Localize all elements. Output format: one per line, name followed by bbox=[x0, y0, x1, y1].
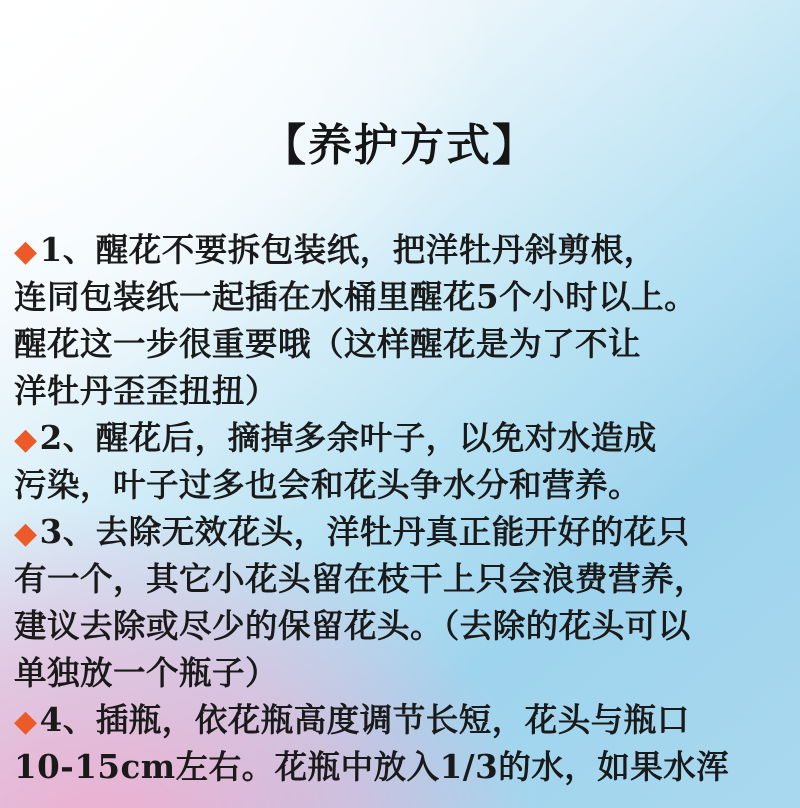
diamond-bullet-icon: ◆ bbox=[14, 704, 38, 739]
item-4-line-2: 10-15cm左右。花瓶中放入1/3的水，如果水浑 bbox=[14, 747, 730, 786]
item-2-line-1: 2、醒花后，摘掉多余叶子，以免对水造成 bbox=[39, 418, 657, 457]
item-3-line-3: 建议去除或尽少的保留花头。（去除的花头可以 bbox=[14, 606, 691, 645]
item-1-line-3: 醒花这一步很重要哦（这样醒花是为了不让 bbox=[14, 324, 642, 363]
diamond-bullet-icon: ◆ bbox=[14, 422, 38, 457]
list-item-line bbox=[14, 508, 800, 555]
item-3-line-1: 3、去除无效花头，洋牡丹真正能开好的花只 bbox=[39, 512, 690, 551]
item-2-line-2: 污染，叶子过多也会和花头争水分和营养。 bbox=[14, 465, 642, 504]
care-instructions bbox=[14, 226, 800, 790]
item-3-line-4: 单独放一个瓶子） bbox=[14, 653, 279, 692]
diamond-bullet-icon: ◆ bbox=[14, 516, 38, 551]
diamond-bullet-icon: ◆ bbox=[14, 234, 38, 269]
item-1-line-4: 洋牡丹歪歪扭扭） bbox=[14, 371, 279, 410]
item-3-line-2: 有一个，其它小花头留在枝干上只会浪费营养， bbox=[14, 559, 708, 598]
item-1-line-2: 连同包装纸一起插在水桶里醒花5个小时以上。 bbox=[14, 277, 698, 316]
list-item-line bbox=[14, 696, 800, 743]
list-item-line bbox=[14, 414, 800, 461]
list-item-line bbox=[14, 226, 800, 273]
item-1-line-1: 1、醒花不要拆包装纸，把洋牡丹斜剪根， bbox=[39, 230, 657, 269]
page-title: 【养护方式】 bbox=[262, 120, 538, 171]
item-4-line-1: 4、插瓶，依花瓶高度调节长短，花头与瓶口 bbox=[39, 700, 690, 739]
